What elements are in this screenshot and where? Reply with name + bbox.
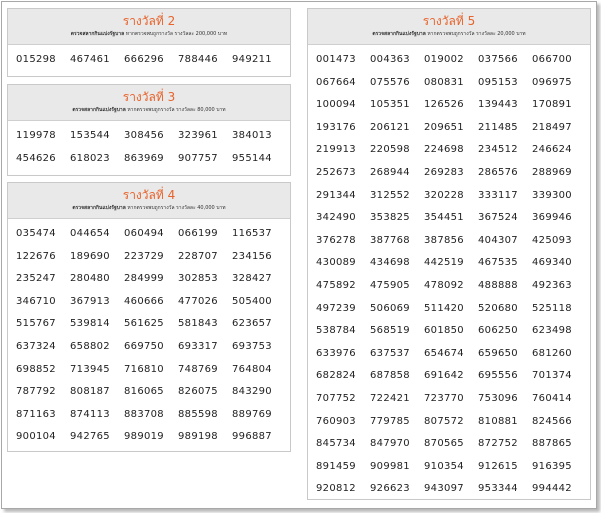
prize-number: 912615 [478, 460, 518, 472]
prize-4-header [8, 183, 290, 219]
prize-number: 269283 [424, 166, 464, 178]
prize-number: 874113 [70, 408, 110, 420]
prize-number: 816065 [124, 386, 164, 398]
prize-number: 434698 [370, 257, 410, 269]
prize-number: 288969 [532, 166, 572, 178]
prize-number: 218497 [532, 121, 572, 133]
prize-number: 066700 [532, 54, 572, 65]
prize-number: 907757 [178, 152, 218, 164]
prize-number: 100094 [316, 99, 356, 111]
prize-number: 637324 [16, 340, 56, 352]
prize-number: 001473 [316, 54, 356, 65]
prize-number: 425093 [532, 234, 572, 246]
prize-number: 779785 [370, 415, 410, 427]
prize-5-numbers [308, 45, 590, 501]
prize-number: 722421 [370, 392, 410, 404]
prize-number: 871163 [16, 408, 56, 420]
prize-number: 235247 [16, 273, 56, 285]
prize-number: 943097 [424, 483, 464, 495]
prize-number: 346710 [16, 295, 56, 307]
prize-number: 949211 [232, 54, 272, 65]
prize-3-title: รางวัลที่ 3 [122, 90, 176, 104]
prize-number: 223729 [124, 250, 164, 262]
prize-number: 989019 [124, 431, 164, 443]
prize-number: 475892 [316, 279, 356, 291]
prize-3-header [8, 85, 290, 121]
prize-number: 075576 [370, 76, 410, 88]
prize-number: 681260 [532, 347, 572, 359]
prize-number: 810881 [478, 415, 518, 427]
prize-2-panel [7, 8, 291, 77]
prize-number: 505400 [232, 295, 272, 307]
prize-number: 224698 [424, 144, 464, 156]
prize-number: 497239 [316, 302, 356, 314]
prize-5-header [308, 9, 590, 45]
prize-number: 488888 [478, 279, 518, 291]
prize-number: 707752 [316, 392, 356, 404]
prize-number: 291344 [316, 189, 356, 201]
prize-number: 430089 [316, 257, 356, 269]
prize-number: 698852 [16, 363, 56, 375]
prize-number: 234156 [232, 250, 272, 262]
prize-number: 153544 [70, 130, 110, 141]
prize-number: 883708 [124, 408, 164, 420]
prize-number: 060494 [124, 228, 164, 239]
prize-number: 342490 [316, 212, 356, 224]
prize-number: 723770 [424, 392, 464, 404]
prize-number: 333117 [478, 189, 518, 201]
prize-5-subtitle-text: หากตรวจพบถูกรางวัล รางวัลละ 20,000 บาท [427, 31, 526, 37]
prize-number: 387768 [370, 234, 410, 246]
prize-number: 475905 [370, 279, 410, 291]
prize-number: 460666 [124, 295, 164, 307]
prize-number: 601850 [424, 325, 464, 337]
prize-2-numbers [8, 45, 290, 72]
prize-number: 209651 [424, 121, 464, 133]
prize-number: 308456 [124, 130, 164, 141]
prize-number: 515767 [16, 318, 56, 330]
prize-number: 280480 [70, 273, 110, 285]
prize-number: 568519 [370, 325, 410, 337]
prize-number: 889769 [232, 408, 272, 420]
prize-number: 478092 [424, 279, 464, 291]
prize-2-subtitle-text: หากตรวจพบถูกรางวัล รางวัลละ 200,000 บาท [125, 31, 228, 37]
prize-2-title: รางวัลที่ 2 [122, 14, 176, 28]
prize-number: 659650 [478, 347, 518, 359]
prize-number: 955144 [232, 152, 272, 164]
prize-number: 920812 [316, 483, 356, 495]
prize-number: 637537 [370, 347, 410, 359]
prize-number: 691642 [424, 370, 464, 382]
prize-number: 716810 [124, 363, 164, 375]
prize-number: 701374 [532, 370, 572, 382]
prize-number: 713945 [70, 363, 110, 375]
prize-4-subtitle-text: หากตรวจพบถูกรางวัล รางวัลละ 40,000 บาท [127, 205, 226, 211]
prize-number: 658802 [70, 340, 110, 352]
prize-number: 753096 [478, 392, 518, 404]
prize-number: 015298 [16, 54, 56, 65]
prize-number: 525118 [532, 302, 572, 314]
prize-number: 080831 [424, 76, 464, 88]
prize-number: 467535 [478, 257, 518, 269]
prize-4-panel [7, 182, 291, 452]
prize-number: 339300 [532, 189, 572, 201]
prize-3-numbers [8, 121, 290, 170]
prize-number: 126526 [424, 99, 464, 111]
prize-2-subtitle-bold: ตรวจสลากกินแบ่งรัฐบาล [70, 31, 125, 37]
prize-number: 909981 [370, 460, 410, 472]
prize-number: 193176 [316, 121, 356, 133]
prize-number: 633976 [316, 347, 356, 359]
prize-number: 748769 [178, 363, 218, 375]
prize-number: 367524 [478, 212, 518, 224]
prize-number: 900104 [16, 431, 56, 443]
prize-number: 206121 [370, 121, 410, 133]
prize-4-numbers [8, 219, 290, 449]
prize-number: 492363 [532, 279, 572, 291]
prize-number: 122676 [16, 250, 56, 262]
prize-number: 404307 [478, 234, 518, 246]
prize-number: 302853 [178, 273, 218, 285]
prize-5-title: รางวัลที่ 5 [422, 14, 476, 28]
prize-number: 035474 [16, 228, 56, 239]
prize-number: 268944 [370, 166, 410, 178]
prize-number: 189690 [70, 250, 110, 262]
prize-number: 808187 [70, 386, 110, 398]
prize-number: 506069 [370, 302, 410, 314]
prize-number: 320228 [424, 189, 464, 201]
prize-number: 139443 [478, 99, 518, 111]
prize-number: 520680 [478, 302, 518, 314]
prize-number: 095153 [478, 76, 518, 88]
prize-number: 910354 [424, 460, 464, 472]
prize-5-subtitle-bold: ตรวจสลากกินแบ่งรัฐบาล [372, 31, 426, 37]
prize-number: 693317 [178, 340, 218, 352]
prize-number: 511420 [424, 302, 464, 314]
prize-5-panel [307, 8, 591, 500]
prize-number: 695556 [478, 370, 518, 382]
prize-number: 228707 [178, 250, 218, 262]
prize-4-subtitle-bold: ตรวจสลากกินแบ่งรัฐบาล [72, 205, 126, 211]
prize-number: 989198 [178, 431, 218, 443]
prize-number: 887865 [532, 438, 572, 450]
prize-number: 116537 [232, 228, 272, 239]
prize-number: 170891 [532, 99, 572, 111]
prize-number: 467461 [70, 54, 110, 65]
prize-3-panel [7, 84, 291, 176]
prize-3-subtitle-bold: ตรวจสลากกินแบ่งรัฐบาล [72, 107, 126, 113]
prize-number: 953344 [478, 483, 518, 495]
prize-number: 119978 [16, 130, 56, 141]
prize-number: 354451 [424, 212, 464, 224]
prize-number: 019002 [424, 54, 464, 65]
prize-number: 105351 [370, 99, 410, 111]
prize-number: 538784 [316, 325, 356, 337]
prize-number: 004363 [370, 54, 410, 65]
prize-number: 477026 [178, 295, 218, 307]
prize-number: 387856 [424, 234, 464, 246]
prize-number: 994442 [532, 483, 572, 495]
prize-number: 760903 [316, 415, 356, 427]
prize-number: 654674 [424, 347, 464, 359]
prize-number: 824566 [532, 415, 572, 427]
prize-number: 826075 [178, 386, 218, 398]
prize-5-subtitle [308, 29, 590, 39]
prize-number: 353825 [370, 212, 410, 224]
prize-2-header [8, 9, 290, 45]
prize-number: 328427 [232, 273, 272, 285]
prize-number: 066199 [178, 228, 218, 239]
prize-number: 211485 [478, 121, 518, 133]
prize-number: 687858 [370, 370, 410, 382]
prize-number: 885598 [178, 408, 218, 420]
prize-number: 606250 [478, 325, 518, 337]
prize-number: 454626 [16, 152, 56, 164]
prize-number: 891459 [316, 460, 356, 472]
prize-number: 996887 [232, 431, 272, 443]
prize-number: 669750 [124, 340, 164, 352]
prize-number: 246624 [532, 144, 572, 156]
prize-number: 220598 [370, 144, 410, 156]
prize-number: 096975 [532, 76, 572, 88]
prize-number: 067664 [316, 76, 356, 88]
prize-number: 942765 [70, 431, 110, 443]
prize-number: 323961 [178, 130, 218, 141]
prize-3-subtitle-text: หากตรวจพบถูกรางวัล รางวัลละ 80,000 บาท [127, 107, 226, 113]
prize-number: 863969 [124, 152, 164, 164]
prize-number: 312552 [370, 189, 410, 201]
prize-number: 764804 [232, 363, 272, 375]
prize-number: 219913 [316, 144, 356, 156]
prize-number: 847970 [370, 438, 410, 450]
prize-number: 623657 [232, 318, 272, 330]
prize-number: 561625 [124, 318, 164, 330]
prize-number: 367913 [70, 295, 110, 307]
prize-number: 845734 [316, 438, 356, 450]
prize-number: 376278 [316, 234, 356, 246]
prize-number: 369946 [532, 212, 572, 224]
prize-number: 682824 [316, 370, 356, 382]
prize-4-subtitle [8, 203, 290, 213]
prize-number: 760414 [532, 392, 572, 404]
prize-number: 442519 [424, 257, 464, 269]
prize-number: 926623 [370, 483, 410, 495]
prize-number: 284999 [124, 273, 164, 285]
prize-number: 044654 [70, 228, 110, 239]
prize-number: 666296 [124, 54, 164, 65]
prize-number: 618023 [70, 152, 110, 164]
prize-number: 807572 [424, 415, 464, 427]
prize-number: 787792 [16, 386, 56, 398]
prize-number: 234512 [478, 144, 518, 156]
prize-3-subtitle [8, 105, 290, 115]
prize-number: 286576 [478, 166, 518, 178]
prize-number: 252673 [316, 166, 356, 178]
prize-2-subtitle [8, 29, 290, 39]
prize-4-title: รางวัลที่ 4 [122, 188, 176, 202]
prize-number: 581843 [178, 318, 218, 330]
prize-number: 037566 [478, 54, 518, 65]
prize-number: 539814 [70, 318, 110, 330]
prize-number: 870565 [424, 438, 464, 450]
prize-number: 693753 [232, 340, 272, 352]
prize-number: 469340 [532, 257, 572, 269]
prize-number: 788446 [178, 54, 218, 65]
prize-number: 623498 [532, 325, 572, 337]
prize-number: 916395 [532, 460, 572, 472]
prize-number: 384013 [232, 130, 272, 141]
prize-number: 872752 [478, 438, 518, 450]
prize-number: 843290 [232, 386, 272, 398]
